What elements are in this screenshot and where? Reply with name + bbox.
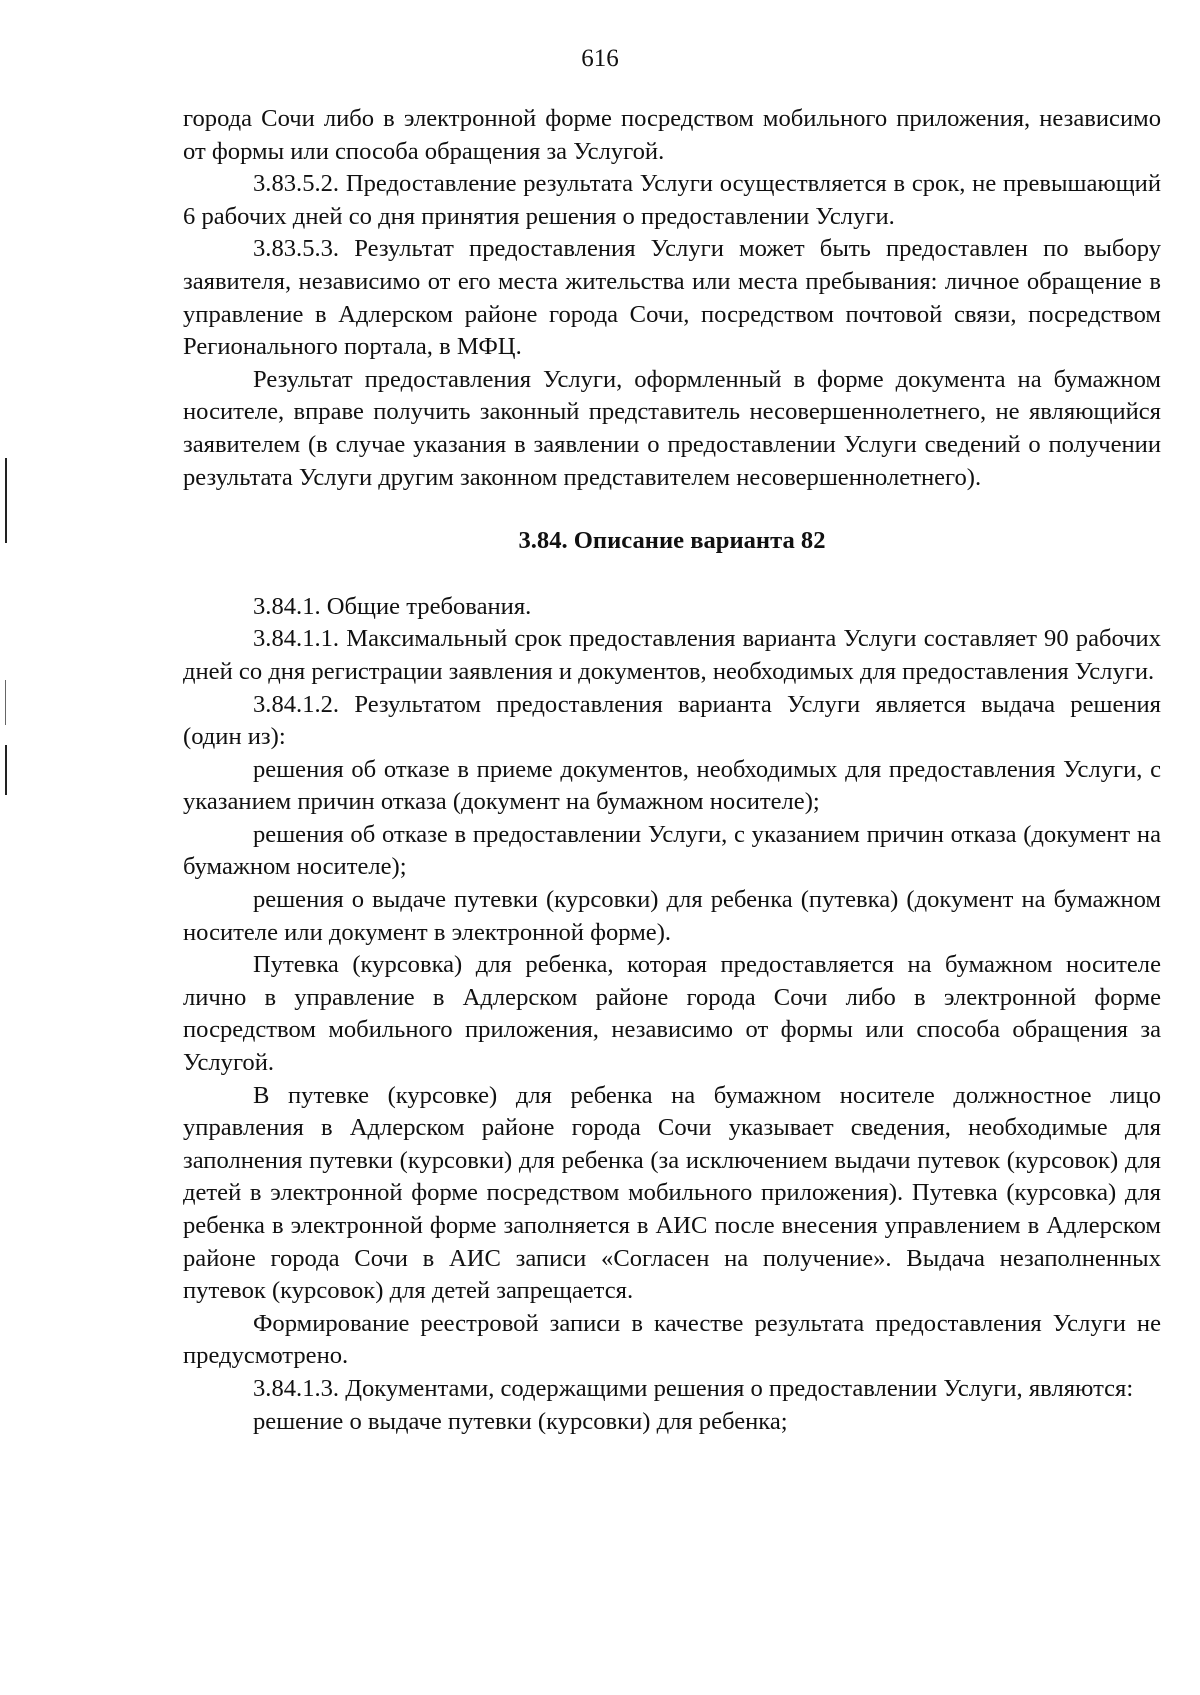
paragraph: 3.84.1.2. Результатом предоставления варианта Услуги является выдача решения (один из): xyxy=(183,690,1161,751)
scan-margin-mark xyxy=(5,458,7,543)
paragraph: 3.84.1. Общие требования. xyxy=(253,592,532,620)
paragraph: 3.84.1.1. Максимальный срок предоставления варианта Услуги составляет 90 рабочих дней со дня регистрации заявления и документов, необходимых для предоставления Услуги. xyxy=(183,625,1161,685)
paragraph: 3.84.1.3. Документами, содержащими решения о предоставлении Услуги, являются: xyxy=(253,1374,1134,1402)
paragraph: В путевке (курсовке) для ребенка на бумажном носителе должностное лицо управления в Адлерском районе города Сочи указывает сведения, необходимые для заполнения путевки (курсовки) для ребенка (за исключением выдачи путевок (курсовок) для детей в электронной форме посредством мобильного приложения). Путевка (курсовка) для ребенка в электронной форме заполняется в АИС после внесения управлением в Адлерском районе города Сочи в АИС записи «Согласен на получение». Выдача незаполненных путевок (курсовок) для детей запрещается. xyxy=(183,1081,1161,1305)
paragraph: 3.83.5.2. Предоставление результата Услуги осуществляется в срок, не превышающий 6 рабочих дней со дня принятия решения о предоставлении Услуги. xyxy=(183,170,1161,230)
scan-margin-mark xyxy=(5,680,6,725)
page-number: 616 xyxy=(581,45,619,72)
paragraph: города Сочи либо в электронной форме посредством мобильного приложения, независимо от формы или способа обращения за Услугой. xyxy=(183,105,1161,165)
paragraph: Результат предоставления Услуги, оформленный в форме документа на бумажном носителе, вправе получить законный представитель несовершеннолетнего, не являющийся заявителем (в случае указания в заявлении о предоставлении Услуги сведений о получении результата Услуги другим законном представителем несовершеннолетнего). xyxy=(183,365,1161,491)
scan-margin-mark xyxy=(5,745,7,795)
document-body xyxy=(183,103,1161,1438)
list-item: решения об отказе в предоставлении Услуги, с указанием причин отказа (документ на бумажном носителе); xyxy=(183,820,1161,881)
paragraph: Путевка (курсовка) для ребенка, которая предоставляется на бумажном носителе лично в управление в Адлерском районе города Сочи либо в электронной форме посредством мобильного приложения, независимо от формы или способа обращения за Услугой. xyxy=(183,951,1161,1077)
list-item: решения о выдаче путевки (курсовки) для ребенка (путевка) (документ на бумажном носителе или документ в электронной форме). xyxy=(183,886,1161,946)
paragraph: Формирование реестровой записи в качестве результата предоставления Услуги не предусмотрено. xyxy=(183,1309,1161,1370)
list-item: решения об отказе в приеме документов, необходимых для предоставления Услуги, с указанием причин отказа (документ на бумажном носителе); xyxy=(183,755,1161,816)
list-item: решение о выдаче путевки (курсовки) для ребенка; xyxy=(253,1407,788,1435)
section-heading: 3.84. Описание варианта 82 xyxy=(518,527,826,555)
paragraph: 3.83.5.3. Результат предоставления Услуги может быть предоставлен по выбору заявителя, независимо от его места жительства или места пребывания: личное обращение в управление в Адлерском районе города Сочи, посредством почтовой связи, посредством Регионального портала, в МФЦ. xyxy=(183,235,1161,361)
